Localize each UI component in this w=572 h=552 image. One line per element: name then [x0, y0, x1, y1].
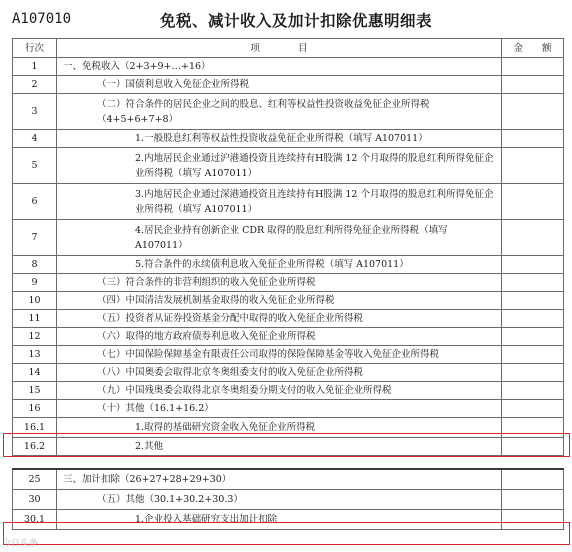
row-amount[interactable]	[502, 130, 564, 148]
row-item: 一、免税收入（2+3+9+…+16）	[57, 58, 502, 76]
table-row	[13, 328, 564, 346]
row-amount[interactable]	[502, 310, 564, 328]
row-no: 7	[13, 220, 57, 256]
row-item: （八）中国奥委会取得北京冬奥组委支付的收入免征企业所得税	[57, 364, 502, 382]
row-no: 1	[13, 58, 57, 76]
row-amount[interactable]	[502, 469, 564, 489]
row-no: 6	[13, 184, 57, 220]
row-no: 13	[13, 346, 57, 364]
row-item: 1.企业投入基础研究支出加计扣除	[57, 509, 502, 529]
row-item: （五）其他（30.1+30.2+30.3）	[57, 489, 502, 509]
table-row	[13, 292, 564, 310]
row-no: 3	[13, 94, 57, 130]
row-no: 14	[13, 364, 57, 382]
table-row	[13, 346, 564, 364]
row-amount[interactable]	[502, 292, 564, 310]
row-amount[interactable]	[502, 256, 564, 274]
row-item: 5.符合条件的永续债利息收入免征企业所得税（填写 A107011）	[57, 256, 502, 274]
row-no: 15	[13, 382, 57, 400]
row-amount[interactable]	[502, 346, 564, 364]
column-header-no: 行次	[13, 39, 57, 58]
form-code: A107010	[12, 11, 72, 27]
row-no: 5	[13, 148, 57, 184]
row-item: 3.内地居民企业通过深港通投资且连续持有H股满 12 个月取得的股息红利所得免征企业所得税（填写 A107011）	[57, 184, 502, 220]
row-no: 12	[13, 328, 57, 346]
row-no: 30.1	[13, 509, 57, 529]
table-row	[13, 469, 564, 489]
row-no: 8	[13, 256, 57, 274]
row-amount[interactable]	[502, 382, 564, 400]
row-item: （三）符合条件的非营利组织的收入免征企业所得税	[57, 274, 502, 292]
table-gap	[13, 456, 564, 470]
row-amount[interactable]	[502, 400, 564, 418]
row-item: 2.内地居民企业通过沪港通投资且连续持有H股满 12 个月取得的股息红利所得免征企业所得税（填写 A107011）	[57, 148, 502, 184]
row-item: 三、加计扣除（26+27+28+29+30）	[57, 469, 502, 489]
highlight-box-row-16-1	[3, 433, 570, 457]
row-amount[interactable]	[502, 94, 564, 130]
row-item: （十）其他（16.1+16.2）	[57, 400, 502, 418]
table-row	[13, 382, 564, 400]
row-no: 2	[13, 76, 57, 94]
row-no: 16	[13, 400, 57, 418]
column-header-item: 项 目	[57, 39, 502, 58]
row-no: 11	[13, 310, 57, 328]
row-item: 4.居民企业持有创新企业 CDR 取得的股息红利所得免征企业所得税（填写 A107011）	[57, 220, 502, 256]
row-item: （一）国债利息收入免征企业所得税	[57, 76, 502, 94]
row-no: 16.2	[13, 438, 57, 456]
table-row	[13, 310, 564, 328]
row-item: 2.其他	[57, 438, 502, 456]
page-title: 免税、减计收入及加计扣除优惠明细表	[160, 12, 433, 30]
table-row	[13, 489, 564, 509]
row-no: 16.1	[13, 418, 57, 438]
row-no: 4	[13, 130, 57, 148]
row-amount[interactable]	[502, 328, 564, 346]
row-no: 9	[13, 274, 57, 292]
row-amount[interactable]	[502, 364, 564, 382]
row-item: （四）中国清洁发展机制基金取得的收入免征企业所得税	[57, 292, 502, 310]
highlight-box-row-30-1	[3, 522, 570, 545]
row-item: （六）取得的地方政府债券利息收入免征企业所得税	[57, 328, 502, 346]
table-row	[13, 130, 564, 148]
row-no: 25	[13, 469, 57, 489]
row-item: （二）符合条件的居民企业之间的股息、红利等权益性投资收益免征企业所得税（4+5+6+7+8）	[57, 94, 502, 130]
watermark: 今日头条	[2, 539, 39, 549]
table-header	[13, 39, 564, 58]
row-item: （七）中国保险保障基金有限责任公司取得的保险保障基金等收入免征企业所得税	[57, 346, 502, 364]
row-amount[interactable]	[502, 148, 564, 184]
row-item: （九）中国残奥委会取得北京冬奥组委分期支付的收入免征企业所得税	[57, 382, 502, 400]
row-amount[interactable]	[502, 274, 564, 292]
column-header-amount: 金 额	[502, 39, 564, 58]
row-no: 10	[13, 292, 57, 310]
table-row	[13, 76, 564, 94]
table-row	[13, 364, 564, 382]
table-row	[13, 274, 564, 292]
row-amount[interactable]	[502, 220, 564, 256]
row-amount[interactable]	[502, 76, 564, 94]
table-row	[13, 148, 564, 184]
row-amount[interactable]	[502, 489, 564, 509]
table-row	[13, 94, 564, 130]
row-amount[interactable]	[502, 184, 564, 220]
table-row	[13, 400, 564, 418]
row-item: 1.一般股息红利等权益性投资收益免征企业所得税（填写 A107011）	[57, 130, 502, 148]
table-row	[13, 184, 564, 220]
table-row	[13, 220, 564, 256]
row-amount[interactable]	[502, 58, 564, 76]
table-row	[13, 58, 564, 76]
row-no: 30	[13, 489, 57, 509]
table-row	[13, 256, 564, 274]
row-item: 1.取得的基础研究资金收入免征企业所得税	[57, 418, 502, 438]
row-item: （五）投资者从证券投资基金分配中取得的收入免征企业所得税	[57, 310, 502, 328]
